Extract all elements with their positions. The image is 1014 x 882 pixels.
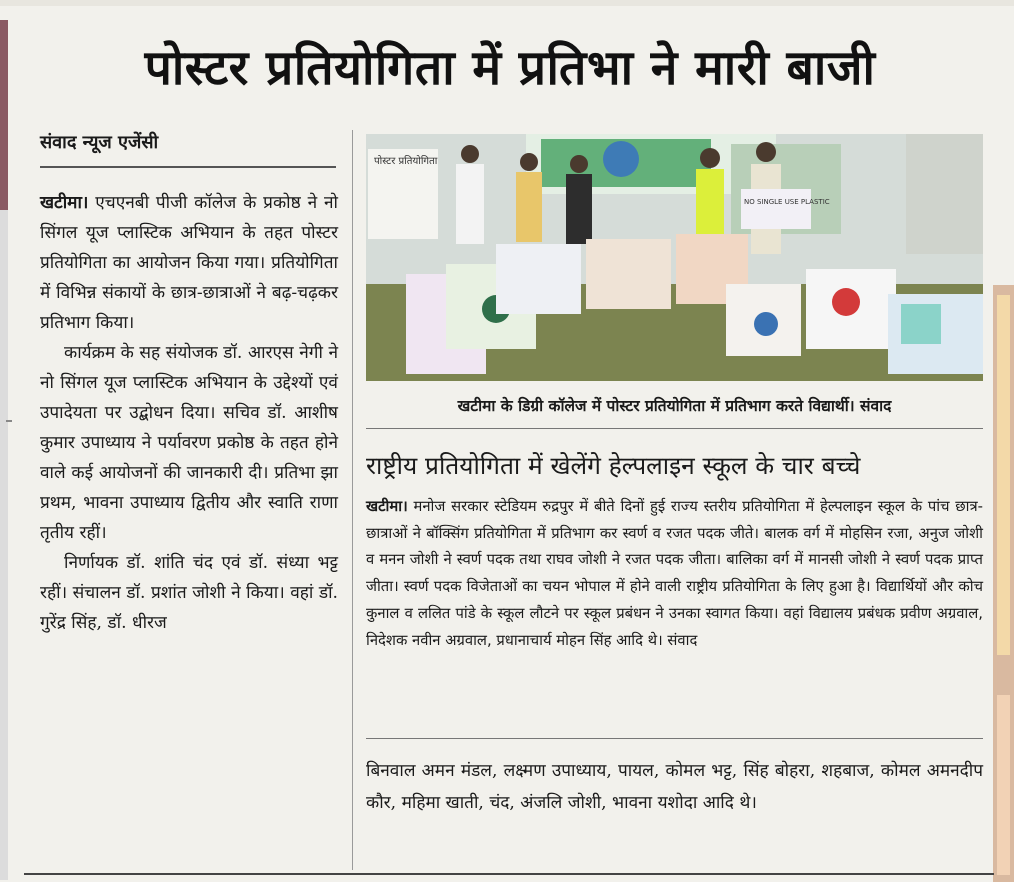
dateline: खटीमा। [40,193,89,213]
section-rule [366,738,983,739]
news-photo [366,134,983,381]
photo-illustration [366,134,983,381]
main-story-paragraph-3: निर्णायक डॉ. शांति चंद एवं डॉ. संध्या भट्ट रहीं। संचालन डॉ. प्रशांत जोशी ने किया। वहां डॉ. गुरेंद्र सिंह, डॉ. धीरज [40,553,338,633]
right-page-edge [993,285,1014,882]
second-story-paragraph [366,494,983,654]
left-page-edge [0,20,8,880]
photo-placard-text: NO SINGLE USE PLASTIC [744,198,830,206]
main-story-paragraph-1 [40,188,338,338]
main-story-column [40,188,338,638]
photo-board-text: पोस्टर प्रतियोगिता [374,156,438,167]
gutter-mark [6,420,12,422]
main-headline: पोस्टर प्रतियोगिता में प्रतिभा ने मारी बाजी [144,40,876,96]
bottom-rule [24,873,994,875]
second-story-dateline: खटीमा। [366,498,408,515]
byline-rule [40,166,336,168]
caption-rule [366,428,983,429]
second-story-text: मनोज सरकार स्टेडियम रुद्रपुर में बीते दिनों हुई राज्य स्तरीय प्रतियोगिता में हेल्पलाइन स्कूल के पांच छात्र-छात्राओं ने बॉक्सिंग प्रतियोगिता में प्रतिभाग कर स्वर्ण व रजत पदक जीते। बालक वर्ग में मोहसिन रजा, अनुज जोशी व मनन जोशी ने स्वर्ण पदक तथा राघव जोशी ने रजत पदक जीता। बालिका वर्ग में मानसी जोशी ने स्वर्ण पदक प्राप्त जीता। स्वर्ण पदक विजेताओं का चयन भोपाल में होने वाली राष्ट्रीय प्रतियोगिता के लिए हुआ है। विद्यार्थियों और कोच कुनाल व ललित पांडे के स्कूल लौटने पर स्कूल प्रबंधन ने उनका स्वागत किया। वहां विद्यालय प्रबंधक प्रवीण अग्रवाल, निदेशक नवीन अग्रवाल, प्रधानाचार्य मोहन सिंह आदि थे। संवाद [366,498,983,649]
top-edge [0,0,1014,6]
column-divider [352,130,353,870]
second-story-body [366,494,983,654]
paragraph-text: एचएनबी पीजी कॉलेज के प्रकोष्ठ ने नो सिंगल यूज प्लास्टिक अभियान के तहत पोस्टर प्रतियोगिता का आयोजन किया गया। प्रतियोगिता में विभिन्न संकायों के छात्र-छात्राओं ने बढ़-चढ़कर प्रतिभाग किया। [40,193,338,333]
byline: संवाद न्यूज एजेंसी [40,132,159,153]
main-story-paragraph-2: कार्यक्रम के सह संयोजक डॉ. आरएस नेगी ने नो सिंगल यूज प्लास्टिक अभियान के उद्देश्यों एवं उपादेयता पर उद्बोधन दिया। सचिव डॉ. आशीष कुमार उपाध्याय ने पर्यावरण प्रकोष्ठ के तहत होने वाले कई आयोजनों की जानकारी दी। प्रतिभा झा प्रथम, भावना उपाध्याय द्वितीय और स्वाति राणा तृतीय रहीं। [40,343,338,543]
second-story-headline: राष्ट्रीय प्रतियोगिता में खेलेंगे हेल्पलाइन स्कूल के चार बच्चे [366,451,861,480]
photo-caption: खटीमा के डिग्री कॉलेज में पोस्टर प्रतियोगिता में प्रतिभाग करते विद्यार्थी। संवाद [457,397,892,415]
main-story-continuation: बिनवाल अमन मंडल, लक्ष्मण उपाध्याय, पायल, कोमल भट्ट, सिंह बोहरा, शहबाज, कोमल अमनदीप कौर, महिमा खाती, चंद, अंजलि जोशी, भावना यशोदा आदि थे। [366,761,983,813]
